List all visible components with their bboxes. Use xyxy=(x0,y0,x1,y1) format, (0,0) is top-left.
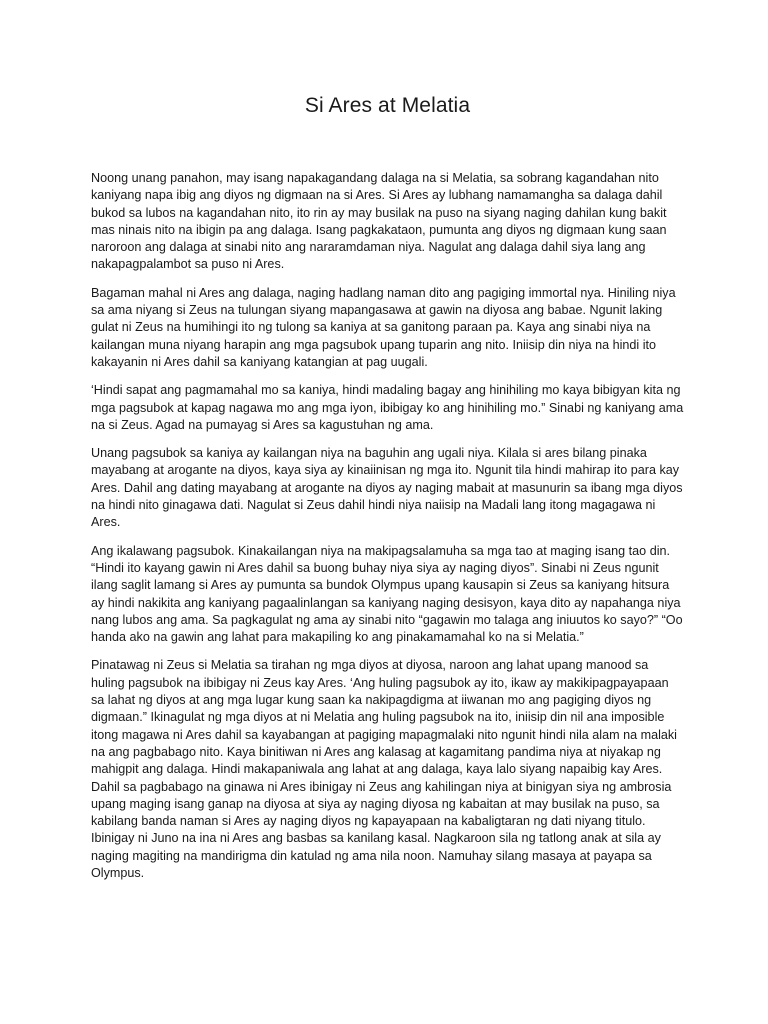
paragraph-3: ‘Hindi sapat ang pagmamahal mo sa kaniya, hindi madaling bagay ang hinihiling mo kaya bibigyan kita ng mga pagsubok at kapag nagawa mo ang mga iyon, ibibigay ko ang hinihiling mo.” Sinabi ng kaniyang ama na si Zeus. Agad na pumayag si Ares sa kagustuhan ng ama. xyxy=(91,383,684,432)
document-title: Si Ares at Melatia xyxy=(304,94,471,117)
paragraph-1: Noong unang panahon, may isang napakagandang dalaga na si Melatia, sa sobrang kagandahan nito kaniyang napa ibig ang diyos ng digmaan na si Ares. Si Ares ay lubhang namamangha sa dalaga dahil bukod sa lubos na kagandahan nito, ito rin ay may busilak na puso na siyang naging dahilan kung bakit mas ninais nito na ibigin pa ang dalaga. Isang pagkakataon, pumunta ang diyos ng digmaan kung saan naroroon ang dalaga at sinabi nito ang nararamdaman niya. Nagulat ang dalaga dahil siya lang ang nakapagpalambot sa puso ni Ares. xyxy=(91,171,667,272)
paragraph-4: Unang pagsubok sa kaniya ay kailangan niya na baguhin ang ugali niya. Kilala si ares bilang pinaka mayabang at arogante na diyos, kaya siya ay kinaiinisan ng mga ito. Ngunit tila hindi mahirap ito para kay Ares. Dahil ang dating mayabang at arogante na diyos ay naging mabait at masunurin sa ibang mga diyos na hindi nito ginagawa dati. Nagulat si Zeus dahil hindi niya naiisip na Madali lang itong magagawa ni Ares. xyxy=(91,446,683,530)
paragraph-2: Bagaman mahal ni Ares ang dalaga, naging hadlang naman dito ang pagiging immortal nya. Hiniling niya sa ama niyang si Zeus na tulungan siyang mapangasawa at gawin na diyosa ang babae. Ngunit laking gulat ni Zeus na humihingi ito ng tulong sa kaniya at sa ganitong paraan pa. Kaya ang sinabi niya na kailangan muna niyang harapin ang mga pagsubok upang tuparin ang nito. Iniisip din niya na hindi ito kakayanin ni Ares dahil sa kaniyang katangian at pag uugali. xyxy=(91,285,676,369)
paragraph-5: Ang ikalawang pagsubok. Kinakailangan niya na makipagsalamuha sa mga tao at maging isang tao din. “Hindi ito kayang gawin ni Ares dahil sa buong buhay niya siya ay naging diyos”. Sinabi ni Zeus ngunit ilang saglit lamang si Ares ay pumunta sa bundok Olympus upang kausapin si Zeus sa kaniyang hitsura ay hindi nakikita ang kaniyang pagaalinlangan sa kaniyang naging desisyon, kaya dito ay napahanga niya nang lubos ang ama. Sa pagkagulat ng ama ay sinabi nito “gagawin mo talaga ang iniuutos ko sayo?” “Oo handa ako na gawin ang lahat para makapiling ko ang pinakamamahal ko na si Melatia.” xyxy=(91,543,683,645)
paragraph-6: Pinatawag ni Zeus si Melatia sa tirahan ng mga diyos at diyosa, naroon ang lahat upang manood sa huling pagsubok na ibibigay ni Zeus kay Ares. ‘Ang huling pagsubok ay ito, ikaw ay makikipagpayapaan sa lahat ng diyos at ang mga lugar kung saan ka nakipagdigma at iiwanan mo ang pagiging diyos ng digmaan.” Ikinagulat ng mga diyos at ni Melatia ang huling pagsubok na ito, iniisip din nil ana imposible itong magawa ni Ares dahil sa kayabangan at pagiging mapagmalaki nito ngunit hindi nila alam na malaki na ang pagbabago nito. Kaya binitiwan ni Ares ang kalasag at kagamitang pandima niya at niyakap ng mahigpit ang dalaga. Hindi makapaniwala ang lahat at ang dalaga, kaya lalo siyang napaibig kay Ares. Dahil sa pagbabago na ginawa ni Ares ibinigay ni Zeus ang kahilingan niya at binigyan siya ng ambrosia upang maging isang ganap na diyosa at siya ay naging diyosa ng kabaitan at may busilak na puso, sa kabilang banda naman si Ares ay naging diyos ng kapayapaan na kabaligtaran ng dati niyang titulo. Ibinigay ni Juno na ina ni Ares ang basbas sa kanilang kasal. Nagkaroon sila ng tatlong anak at sila ay naging magiting na mandirigma din katulad ng ama nila noon. Namuhay silang masaya at payapa sa Olympus. xyxy=(91,658,677,880)
